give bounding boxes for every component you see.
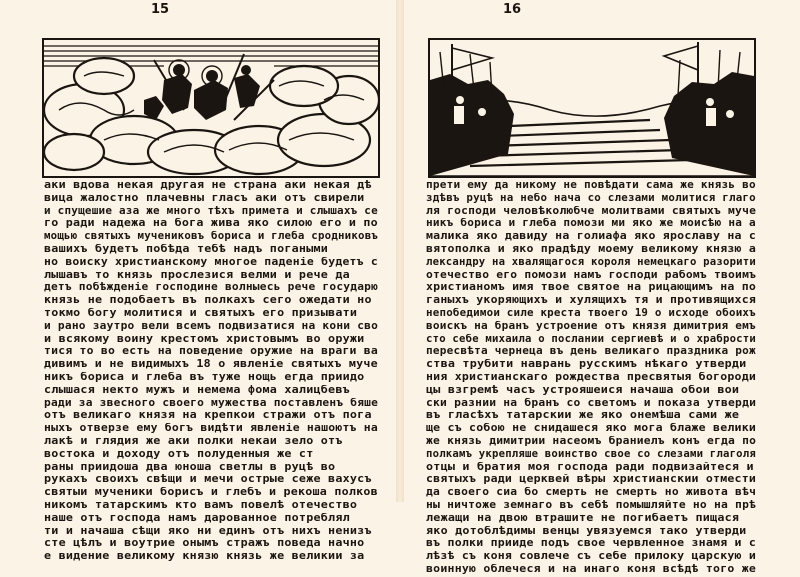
woodcut-army-field — [430, 40, 754, 176]
text-line: раны приидоша два юноша светлы в руцѣ во — [44, 461, 336, 473]
text-line: никомъ татарскимъ кто вамъ повелѣ отечество — [44, 499, 358, 511]
text-line: полкамъ укрепляше воинство свое со слезами глаголя — [426, 448, 756, 460]
text-line: святыхъ ради церквей вѣры христианскии отмести — [426, 474, 756, 486]
text-line: го ради надежа на бога жива яко силою его и по — [44, 218, 378, 230]
text-line: же князь димитрии насеомъ браниелъ конъ егда по — [426, 435, 756, 447]
text-line: ганыхъ укоряющихъ и хулящихъ тя и противящихся — [426, 295, 756, 307]
text-line: яко дотоблѣдимы венцы увязуемся тако утверди — [426, 525, 747, 537]
text-line: здѣвъ руцѣ на небо нача со слезами молитися глаго — [426, 192, 756, 204]
page-number: 15 — [148, 2, 172, 17]
text-line: вятополка и яко прадѣду моему великому князю а — [426, 243, 756, 255]
text-line: воискъ на бранъ устроение отъ князя димитрия емъ — [426, 320, 756, 332]
text-line: лѣзѣ съ коня совлече съ себе прилоку царскую и — [426, 551, 756, 563]
text-line: лакѣ и глядия же аки полки некаи зело отъ — [44, 435, 343, 447]
page-number: 16 — [500, 2, 524, 17]
text-line: князь не подобаетъ въ полкахъ сего ожедати но — [44, 295, 372, 307]
text-line: святыи мученики борисъ и глебъ и рекоша полков — [44, 487, 378, 499]
text-line: христианомъ имя твое святое на рицающимъ на по — [426, 282, 756, 294]
page-right — [404, 0, 800, 575]
text-line: ния христианскаго рождества пресвятыя богороди — [426, 371, 756, 383]
text-line: аки вдова некая другая не страна аки некая дѣ — [44, 180, 372, 191]
text-line: ля господи человѣколюбче молитвами святыхъ муче — [426, 205, 756, 217]
text-line: отечество его помози намъ господи рабомъ твоимъ — [426, 269, 756, 281]
text-line: рукахъ своихъ свѣщи и мечи острые сеже вахусъ — [44, 474, 372, 486]
book-gutter — [396, 0, 404, 502]
text-line: вашихъ будетъ побѣда тебѣ надъ погаными — [44, 243, 329, 255]
text-line: мощью святыхъ мучениковъ бориса и глеба сродниковъ — [44, 231, 378, 243]
text-line: прети ему да никому не повѣдати сама же князь во — [426, 180, 756, 191]
woodcut-clouds-battle — [44, 40, 378, 176]
text-line: тися то во есть на поведение оружие на враги ва — [44, 346, 378, 358]
page-left — [0, 0, 396, 563]
text-line: непобедимои силе креста твоего 19 о исходе обоихъ — [426, 307, 756, 319]
text-line: никъ бориса и глеба въ туже нощь егда приидо — [44, 371, 365, 383]
text-line: ти и начаша сѣщи яко ни единъ отъ нихъ ненизъ — [44, 525, 372, 537]
text-line: пересвѣта чернеца въ день великаго праздника рож — [426, 346, 756, 358]
text-line: лышавъ то князь прослезися велми и рече да — [44, 269, 350, 281]
text-line: въ гласѣхъ татарскии же яко онемѣша сами же — [426, 410, 740, 422]
illustration-army-with-banners — [428, 38, 756, 178]
text-line: въ полки прииде подъ свое червленное знамя и с — [426, 538, 756, 550]
text-line: малика яко давиду на голиафа яко ярославу на с — [426, 231, 756, 243]
text-line: цы взгремѣ часъ устрояшеися начаша обои вои — [426, 384, 740, 396]
text-line: дивимъ и не видимыхъ 18 о явленiе святыхъ муче — [44, 359, 378, 371]
page-text-left — [44, 180, 378, 564]
illustration-saints-in-clouds — [42, 38, 380, 178]
text-line: наше отъ господа намъ дарованное потреблял — [44, 512, 350, 524]
text-line: ны ничтоже земнаго въ себѣ помышляйте но на прѣ — [426, 499, 756, 511]
page-text-right — [426, 180, 756, 577]
text-line: вица жалостно плачевны гласъ аки отъ свирели — [44, 192, 365, 204]
text-line: лежащи на двою втрашите не погибаетъ пищася — [426, 512, 740, 524]
text-line: но воиску христианскому многое паденiе будетъ с — [44, 256, 378, 268]
text-line: воинную облечеся и на инаго коня всѣдѣ того же — [426, 563, 756, 575]
text-line: ради за звесного своего мужества поставленъ бяше — [44, 397, 378, 409]
text-line: и всякому воину крестомъ христовымъ во оружи — [44, 333, 365, 345]
text-line: лександру на хвалящагося короля немецкаго разорити — [426, 256, 756, 268]
text-line: и спущешие аза же много тѣхъ примета и слышахъ се — [44, 205, 378, 217]
text-line: детъ побѣжденiе господине волныесь рече государю — [44, 282, 378, 294]
text-line: да своего сиа бо смерть не смерть но живота вѣч — [426, 487, 756, 499]
text-line: востока и доходу отъ полуденныя же ст — [44, 448, 314, 460]
text-line: никъ бориса и глеба помози ми яко же моисѣю на а — [426, 218, 756, 230]
text-line: е видение великому князю князь же великии за — [44, 551, 365, 563]
text-line: слышася некто мужъ и немема фома халицбевъ — [44, 384, 350, 396]
text-line: и рано заутро вели всемъ подвизатися на кони сво — [44, 320, 378, 332]
text-line: сто себе михаила о послании сергиевѣ и о храбрости — [426, 333, 756, 345]
text-line: ски разнии на бранъ со светомъ и показа утверди — [426, 397, 756, 409]
text-line: сте цѣлъ и воутрие онымъ стражъ поведа начно — [44, 538, 365, 550]
text-line: ства трубити наврань русскимъ нѣкаго утверди — [426, 359, 747, 371]
text-line: токмо богу молитися и святыхъ его призывати — [44, 307, 358, 319]
text-line: ныхъ отверзе ему богъ видѣти явленiе нашоютъ на — [44, 423, 378, 435]
text-line: отъ великаго князя на крепкои стражи отъ пога — [44, 410, 372, 422]
text-line: ще съ собою не снидашеся яко мога блаже велики — [426, 423, 756, 435]
text-line: отцы и братия моя господа ради подвизайтеся и — [426, 461, 754, 473]
